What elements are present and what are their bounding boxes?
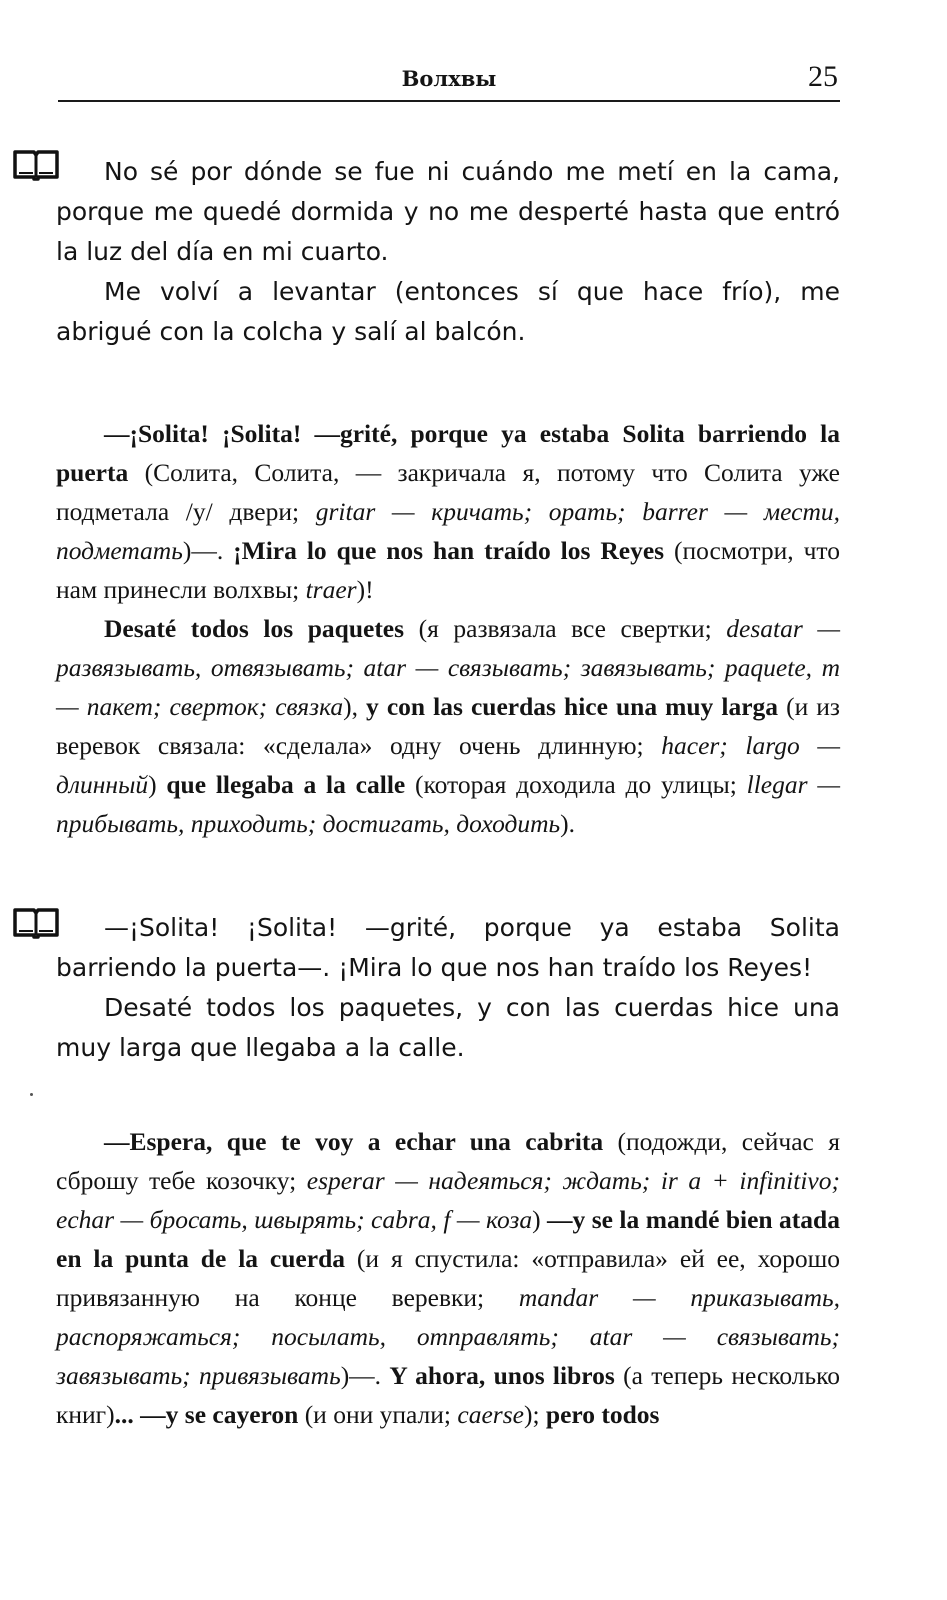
russian-translation: (и они упали; [298, 1400, 458, 1429]
vocabulary-note: mandar — приказывать, распоряжаться; посылать, отправлять; atar — связывать; завязывать; привязывать [56, 1283, 840, 1390]
vocabulary-note: llegar — прибывать, приходить; достигать, доходить [56, 770, 840, 838]
russian-translation: (а теперь несколько книг) [56, 1361, 840, 1429]
page-number: 25 [808, 60, 838, 93]
paragraph: Desaté todos los paquetes, y con las cuerdas hice una muy larga que llegaba a la calle. [56, 993, 840, 1062]
annotated-text-block [56, 1122, 840, 1434]
spanish-phrase: que llegaba a la calle [166, 770, 406, 799]
punctuation: )! [356, 575, 374, 604]
original-text-block [56, 908, 840, 1068]
paragraph: Me volví a levantar (entonces sí que hace frío), me abrigué con la colcha y salí al balcón. [56, 277, 840, 346]
punctuation: ), [343, 692, 367, 721]
paragraph: No sé por dónde se fue ni cuándo me metí en la cama, porque me quedé dormida y no me desperté hasta que entró la luz del día en mi cuarto. [56, 157, 840, 266]
russian-translation: (подожди, сейчас я сброшу тебе козочку; [56, 1127, 840, 1195]
punctuation: )—. [182, 536, 234, 565]
open-book-icon [12, 148, 60, 182]
spanish-phrase: Desaté todos los paquetes [104, 614, 405, 643]
spanish-phrase: —¡Solita! ¡Solita! —grité, porque ya estaba Solita barriendo la puerta [56, 419, 840, 487]
running-header [58, 60, 840, 102]
spanish-phrase: —y se la mandé bien atada en la punta de la cuerda [56, 1205, 840, 1273]
original-text-block [56, 152, 840, 352]
punctuation: ) [148, 770, 167, 799]
vocabulary-note: traer [305, 575, 357, 604]
spanish-phrase: pero todos [545, 1400, 660, 1429]
spanish-phrase: Y ahora, unos libros [389, 1361, 615, 1390]
vocabulary-note: esperar — надеяться; ждать; ir a + infinitivo; echar — бросать, швырять; cabra, f — коза [56, 1166, 840, 1234]
russian-translation: (я развязала все свертки; [404, 614, 727, 643]
russian-translation: (которая доходила до улицы; [405, 770, 747, 799]
vocabulary-note: desatar — развязывать, отвязывать; atar — связывать; завязывать; paquete, m — пакет; сверток; связка [56, 614, 840, 721]
annotated-text-block [56, 414, 840, 843]
punctuation: ); [523, 1400, 546, 1429]
spanish-phrase: y con las cuerdas hice una muy larga [366, 692, 779, 721]
vocabulary-note: gritar — кричать; орать; barrer — мести, подметать [56, 497, 840, 565]
russian-translation: (и из веревок связала: «сделала» одну очень длинную; [56, 692, 840, 760]
spanish-phrase: ... —y se cayeron [114, 1400, 299, 1429]
open-book-icon [12, 906, 60, 940]
annotated-paragraph [56, 1122, 840, 1434]
spanish-phrase: ¡Mira lo que nos han traído los Reyes [233, 536, 665, 565]
russian-translation: (и я спустила: «отправила» ей ее, хорошо привязанную на конце веревки; [56, 1244, 840, 1312]
annotated-paragraph [56, 609, 840, 843]
russian-translation: (Солита, Солита, — закричала я, потому что Солита уже подметала /у/ двери; [56, 458, 840, 526]
russian-translation: (посмотри, что нам принесли волхвы; [56, 536, 840, 604]
punctuation: ). [560, 809, 576, 838]
spanish-phrase: —Espera, que te voy a echar una cabrita [104, 1127, 604, 1156]
vocabulary-note: caerse [457, 1400, 524, 1429]
punctuation: )—. [340, 1361, 390, 1390]
paragraph: —¡Solita! ¡Solita! —grité, porque ya estaba Solita barriendo la puerta—. ¡Mira lo que nos han traído los Reyes! [56, 913, 840, 982]
vocabulary-note: hacer; largo — длинный [56, 731, 840, 799]
running-title: Волхвы [401, 66, 497, 91]
print-speck [30, 1093, 33, 1096]
punctuation: ) [532, 1205, 548, 1234]
annotated-paragraph [56, 414, 840, 609]
